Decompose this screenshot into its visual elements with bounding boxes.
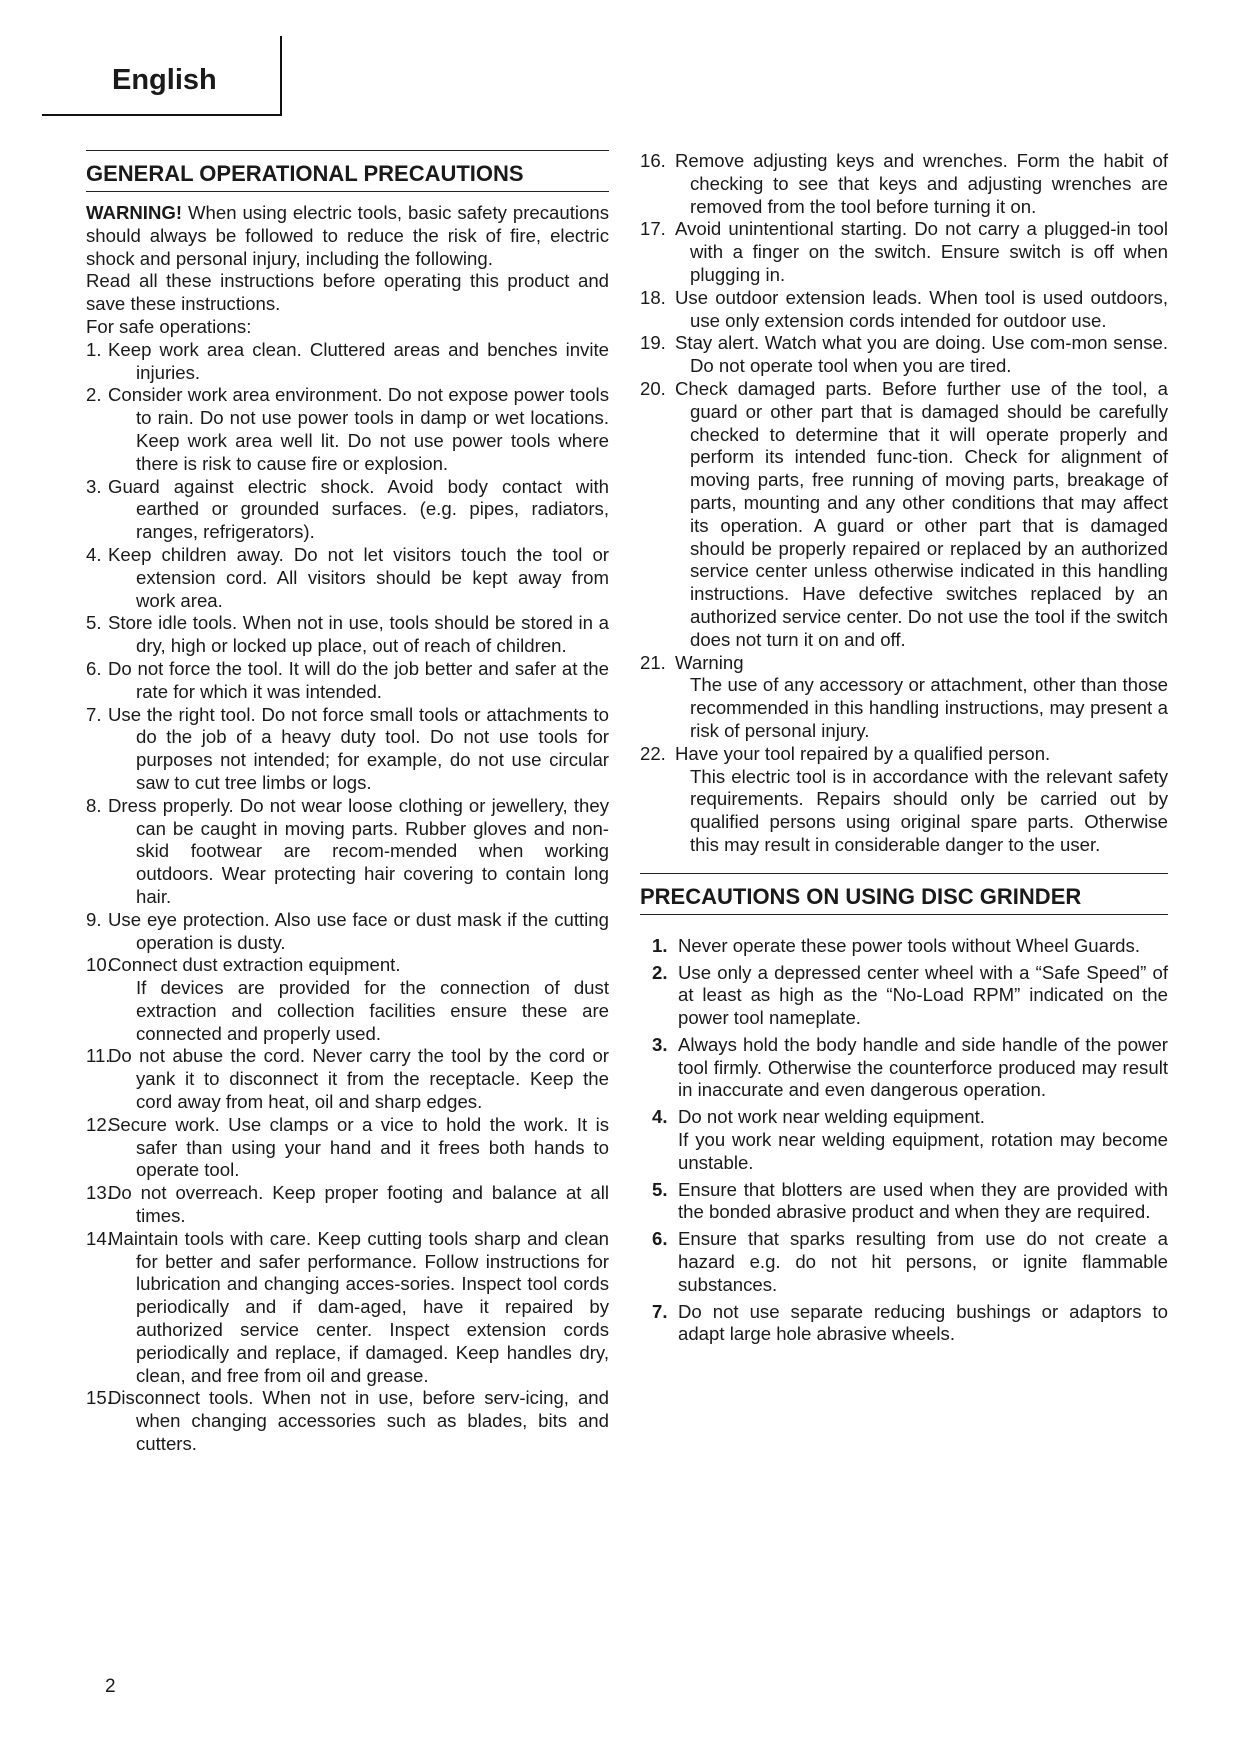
item-number: 14. — [86, 1227, 112, 1249]
item-number: 1. — [652, 934, 668, 956]
item-number: 8. — [86, 794, 102, 816]
item-text: Secure work. Use clamps or a vice to hold the work. It is safer than using your hand and it frees both hands to operate tool. — [108, 1113, 609, 1181]
list-item — [86, 1114, 609, 1182]
item-text: Have your tool repaired by a qualified person. — [675, 742, 1051, 764]
item-number: 18. — [640, 286, 666, 308]
item-number: 19. — [640, 332, 666, 354]
item-text: Use eye protection. Also use face or dust mask if the cutting operation is dusty. — [108, 908, 609, 953]
item-number: 6. — [86, 657, 102, 679]
list-item — [640, 150, 1168, 218]
list-item — [640, 1034, 1168, 1102]
item-text: Dress properly. Do not wear loose clothing or jewellery, they can be caught in moving parts. Rubber gloves and non-skid footwear are recom-mended when working outdoors. Wear protecting hair covering to contain long hair. — [108, 794, 609, 907]
list-item — [86, 612, 609, 658]
item-number: 7. — [86, 703, 102, 725]
item-text: Use the right tool. Do not force small tools or attachments to do the job of a heavy duty tool. Do not use tools for purposes not intended; for example, do not use circular saw to cut tree limbs or logs. — [108, 703, 609, 793]
item-number: 5. — [86, 612, 102, 634]
item-text: Do not work near welding equipment. — [678, 1106, 985, 1128]
item-number: 12. — [86, 1113, 112, 1135]
item-number: 13. — [86, 1182, 112, 1204]
warning-paragraph — [86, 202, 609, 270]
item-text: Warning — [675, 651, 744, 673]
item-text: Consider work area environment. Do not expose power tools to rain. Do not use power tools in damp or wet locations. Keep work area well lit. Do not use power tools where there is risk to cause fire or explosion. — [108, 384, 609, 474]
page-number: 2 — [105, 1676, 116, 1697]
item-text: Avoid unintentional starting. Do not carry a plugged-in tool with a finger on the switch. Ensure switch is off when plugging in. — [675, 218, 1168, 285]
item-text: Store idle tools. When not in use, tools should be stored in a dry, high or locked up place, out of reach of children. — [108, 612, 609, 657]
item-text: Do not overreach. Keep proper footing and balance at all times. — [108, 1182, 609, 1227]
item-text: Use only a depressed center wheel with a “Safe Speed” of at least as high as the “No-Load RPM” indicated on the power tool nameplate. — [678, 961, 1168, 1029]
list-item — [86, 704, 609, 795]
item-text: Use outdoor extension leads. When tool is used outdoors, use only extension cords intended for outdoor use. — [675, 286, 1168, 331]
item-text: Maintain tools with care. Keep cutting tools sharp and clean for better and safer performance. Follow instructions for lubrication and changing acces-sories. Inspect tool cords periodically and if dam-aged, have it repaired by authorized service center. Inspect extension cords periodically and replace, if damaged. Keep handles dry, clean, and free from oil and grease. — [108, 1227, 609, 1386]
item-text: Guard against electric shock. Avoid body contact with earthed or grounded surfaces. (e.g. pipes, radiators, ranges, refrigerators). — [108, 475, 609, 543]
item-number: 22. — [640, 742, 666, 764]
list-item — [640, 332, 1168, 378]
list-item — [640, 652, 1168, 743]
warning-label: WARNING! — [86, 202, 183, 223]
item-number: 16. — [640, 150, 666, 171]
list-item — [86, 544, 609, 612]
list-item — [86, 909, 609, 955]
item-text: Check damaged parts. Before further use of the tool, a guard or other part that is damaged should be carefully checked to determine that it will operate properly and perform its intended func-tion. Check for alignment of moving parts, free running of moving parts, breakage of parts, mounting and any other conditions that may affect its operation. A guard or other part that is damaged should be properly repaired or replaced by an authorized service center unless otherwise indicated in this handling instructions. Have defective switches replaced by an authorized service center. Do not use the tool if the switch does not turn it on and off. — [675, 377, 1168, 650]
item-text: Never operate these power tools without Wheel Guards. — [678, 934, 1140, 956]
warning-text: When using electric tools, basic safety precautions should always be followed to reduce the risk of fire, electric shock and personal injury, including the following. — [86, 202, 609, 269]
list-item — [86, 476, 609, 544]
item-text: Connect dust extraction equipment. — [108, 954, 401, 976]
item-text: Ensure that sparks resulting from use do not create a hazard e.g. do not hit persons, or ignite flammable substances. — [678, 1228, 1168, 1295]
item-number: 6. — [652, 1228, 668, 1250]
list-item — [640, 378, 1168, 652]
item-subtext: If you work near welding equipment, rotation may become unstable. — [678, 1129, 1168, 1173]
item-number: 4. — [86, 543, 102, 565]
section-heading-general: GENERAL OPERATIONAL PRECAUTIONS — [86, 150, 609, 192]
item-number: 10. — [86, 954, 112, 976]
list-item — [86, 339, 609, 385]
grinder-list — [640, 935, 1168, 1347]
item-number: 7. — [652, 1300, 668, 1322]
item-number: 3. — [652, 1033, 668, 1055]
item-number: 21. — [640, 651, 666, 673]
list-item — [86, 795, 609, 909]
item-subtext: If devices are provided for the connection of dust extraction and collection facilities ensure these are connected and properly used. — [136, 977, 609, 1044]
list-item — [86, 1045, 609, 1113]
item-number: 2. — [86, 384, 102, 406]
list-item — [640, 1301, 1168, 1347]
list-item — [640, 743, 1168, 857]
language-tab-box — [42, 36, 282, 116]
item-text: Do not use separate reducing bushings or adaptors to adapt large hole abrasive wheels. — [678, 1300, 1168, 1345]
list-item — [640, 218, 1168, 286]
item-number: 9. — [86, 908, 102, 930]
item-text: Ensure that blotters are used when they are provided with the bonded abrasive product and when they are required. — [678, 1178, 1168, 1223]
list-item — [640, 962, 1168, 1030]
language-label: English — [112, 64, 217, 96]
item-text: Do not abuse the cord. Never carry the tool by the cord or yank it to disconnect it from the receptacle. Keep the cord away from heat, oil and sharp edges. — [108, 1045, 609, 1113]
item-number: 5. — [652, 1178, 668, 1200]
list-item — [86, 1228, 609, 1388]
list-item — [86, 384, 609, 475]
item-number: 4. — [652, 1106, 668, 1128]
list-item — [640, 935, 1168, 958]
item-number: 2. — [652, 961, 668, 983]
item-text: Remove adjusting keys and wrenches. Form the habit of checking to see that keys and adjusting wrenches are removed from the tool before turning it on. — [675, 150, 1168, 217]
item-number: 1. — [86, 338, 102, 360]
list-item — [640, 1228, 1168, 1296]
list-item — [640, 1179, 1168, 1225]
right-column — [640, 150, 1168, 1350]
item-subtext: The use of any accessory or attachment, other than those recommended in this handling instructions, may present a risk of personal injury. — [690, 674, 1168, 741]
item-number: 15. — [86, 1387, 112, 1409]
for-safe-operations-text: For safe operations: — [86, 315, 252, 337]
list-item — [640, 1106, 1168, 1174]
item-number: 17. — [640, 218, 666, 240]
item-text: Keep children away. Do not let visitors touch the tool or extension cord. All visitors should be kept away from work area. — [108, 543, 609, 611]
item-text: Do not force the tool. It will do the job better and safer at the rate for which it was intended. — [108, 657, 609, 702]
list-item — [86, 658, 609, 704]
left-column — [86, 150, 609, 1456]
list-item — [86, 1182, 609, 1228]
item-number: 11. — [86, 1045, 111, 1067]
list-item — [640, 287, 1168, 333]
list-item — [86, 1387, 609, 1455]
item-number: 3. — [86, 475, 102, 497]
item-number: 20. — [640, 377, 666, 399]
section-heading-grinder: PRECAUTIONS ON USING DISC GRINDER — [640, 873, 1168, 915]
item-text: Stay alert. Watch what you are doing. Use com-mon sense. Do not operate tool when you are tired. — [675, 332, 1168, 377]
list-item — [86, 954, 609, 1045]
item-subtext: This electric tool is in accordance with the relevant safety requirements. Repairs should only be carried out by qualified persons using original spare parts. Otherwise this may result in considerable danger to the user. — [690, 765, 1168, 855]
item-text: Always hold the body handle and side handle of the power tool firmly. Otherwise the counterforce produced may result in inaccurate and even dangerous operation. — [678, 1033, 1168, 1101]
read-instructions-text: Read all these instructions before operating this product and save these instructions. — [86, 270, 609, 315]
item-text: Keep work area clean. Cluttered areas and benches invite injuries. — [108, 338, 609, 383]
item-text: Disconnect tools. When not in use, before serv-icing, and when changing accessories such as blades, bits and cutters. — [108, 1387, 609, 1455]
